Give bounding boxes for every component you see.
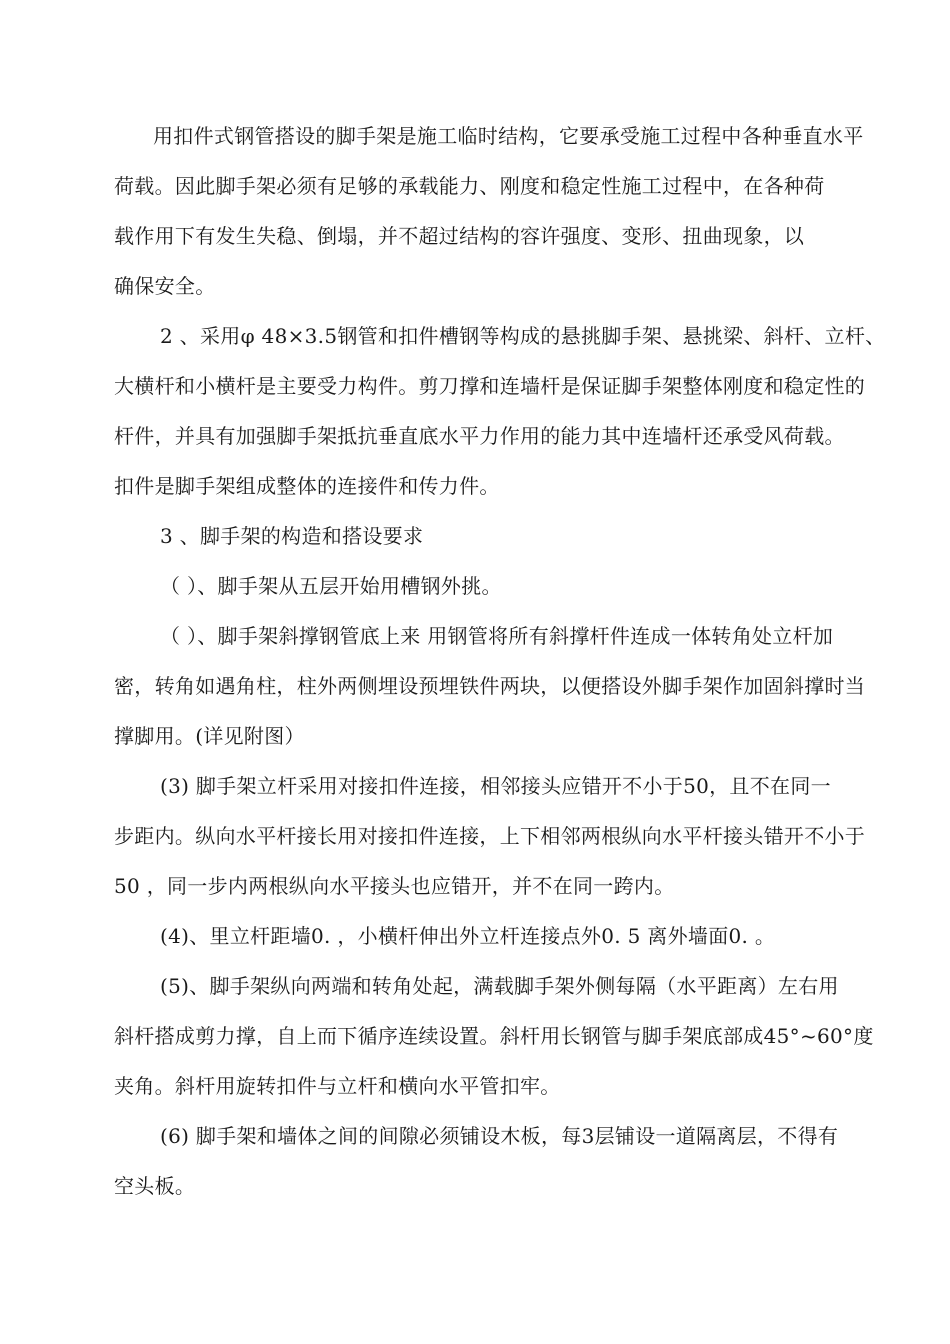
item-1-line-1: （ ）、脚手架从五层开始用槽钢外挑。 xyxy=(160,574,502,598)
item-4-line-1: (4)、里立杆距墙0. ，小横杆伸出外立杆连接点外0. 5 离外墙面0. 。 xyxy=(160,924,776,948)
paragraph-2-line-4: 扣件是脚手架组成整体的连接件和传力件。 xyxy=(114,474,500,498)
item-3-line-1: (3) 脚手架立杆采用对接扣件连接，相邻接头应错开不小于50，且不在同一 xyxy=(160,774,831,798)
item-2-line-2: 密，转角如遇角柱，柱外两侧埋设预埋铁件两块，以便搭设外脚手架作加固斜撑时当 xyxy=(114,674,866,698)
item-6-line-1: (6) 脚手架和墙体之间的间隙必须铺设木板，每3层铺设一道隔离层，不得有 xyxy=(160,1124,839,1148)
item-2-line-1: （ ）、脚手架斜撑钢管底上来 用钢管将所有斜撑杆件连成一体转角处立杆加 xyxy=(160,624,834,648)
item-3-line-2: 步距内。纵向水平杆接长用对接扣件连接，上下相邻两根纵向水平杆接头错开不小于 xyxy=(114,824,866,848)
item-5-line-1: (5)、脚手架纵向两端和转角处起，满载脚手架外侧每隔（水平距离）左右用 xyxy=(160,974,839,998)
paragraph-1-line-4: 确保安全。 xyxy=(114,274,216,298)
paragraph-2-line-3: 杆件，并具有加强脚手架抵抗垂直底水平力作用的能力其中连墙杆还承受风荷载。 xyxy=(114,424,845,448)
paragraph-1-line-1: 用扣件式钢管搭设的脚手架是施工临时结构，它要承受施工过程中各种垂直水平 xyxy=(153,124,864,148)
item-2-line-3: 撑脚用。(详见附图） xyxy=(114,724,305,748)
item-5-line-3: 夹角。斜杆用旋转扣件与立杆和横向水平管扣牢。 xyxy=(114,1074,561,1098)
item-6-line-2: 空头板。 xyxy=(114,1174,196,1198)
item-5-line-2: 斜杆搭成剪力撑，自上而下循序连续设置。斜杆用长钢管与脚手架底部成45°~60°度 xyxy=(114,1024,874,1048)
item-3-line-3: 50 ，同一步内两根纵向水平接头也应错开，并不在同一跨内。 xyxy=(114,874,675,898)
section-heading: 3 、脚手架的构造和搭设要求 xyxy=(160,524,424,548)
paragraph-1-line-3: 载作用下有发生失稳、倒塌，并不超过结构的容许强度、变形、扭曲现象，以 xyxy=(114,224,805,248)
paragraph-2-line-2: 大横杆和小横杆是主要受力构件。剪刀撑和连墙杆是保证脚手架整体刚度和稳定性的 xyxy=(114,374,866,398)
paragraph-2-line-1: 2 、采用φ 48×3.5钢管和扣件槽钢等构成的悬挑脚手架、悬挑梁、斜杆、立杆、 xyxy=(160,324,886,348)
paragraph-1-line-2: 荷载。因此脚手架必须有足够的承载能力、刚度和稳定性施工过程中，在各种荷 xyxy=(114,174,825,198)
